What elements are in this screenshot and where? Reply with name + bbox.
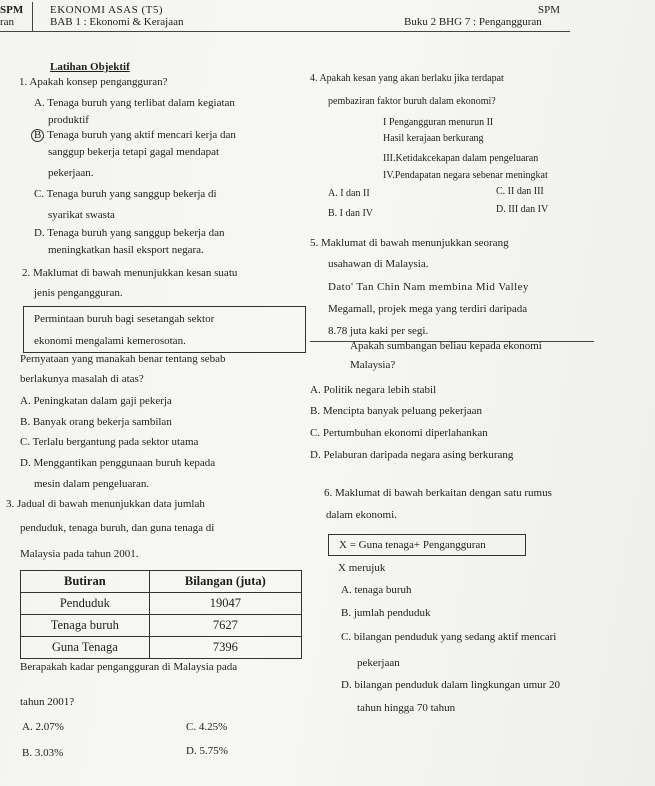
table-header-row: [21, 571, 302, 593]
q1-option-b-letter: B: [34, 129, 42, 141]
table-header-butiran: Butiran: [21, 571, 150, 593]
q6-stem-cont: dalam ekonomi.: [326, 509, 397, 521]
q4-statement-i: I Pengangguran menurun II: [383, 117, 494, 128]
q1-option-b-cont1: sanggup bekerja tetapi gagal mendapat: [48, 146, 220, 158]
q5-box-line3: 8.78 juta kaki per segi.: [328, 325, 429, 337]
q4-stem: 4. Apakah kesan yang akan berlaku jika terdapat: [310, 73, 504, 84]
table-cell-label: Penduduk: [21, 593, 150, 615]
table-cell-label: Guna Tenaga: [21, 637, 150, 659]
header-book: Buku 2 BHG 7 : Pengangguran: [404, 16, 542, 28]
q2-option-c: C. Terlalu bergantung pada sektor utama: [20, 436, 199, 448]
q3-stem-cont2: Malaysia pada tahun 2001.: [20, 548, 139, 560]
q5-box-line2: Megamall, projek mega yang terdiri daripada: [328, 303, 528, 315]
q6-stem: 6. Maklumat di bawah berkaitan dengan satu rumus: [324, 487, 552, 499]
q3-option-a: A. 2.07%: [22, 721, 64, 733]
q5-question-cont: Malaysia?: [350, 359, 396, 371]
header-chapter: BAB 1 : Ekonomi & Kerajaan: [50, 16, 184, 28]
table-row: [21, 615, 302, 637]
q4-stem-cont: pembaziran faktor buruh dalam ekonomi?: [328, 96, 496, 107]
header-rule: [0, 31, 570, 32]
q3-question: Berapakah kadar pengangguran di Malaysia pada: [20, 661, 238, 673]
q5-stem-cont: usahawan di Malaysia.: [328, 258, 429, 270]
table-row: [21, 593, 302, 615]
q2-stem-cont: jenis pengangguran.: [34, 287, 123, 299]
header-spm-right: SPM: [538, 4, 561, 16]
q1-option-d-cont: meningkatkan hasil eksport negara.: [48, 244, 204, 256]
q2-option-d: D. Menggantikan penggunaan buruh kepada: [20, 457, 216, 469]
q2-question-cont: berlakunya masalah di atas?: [20, 373, 144, 385]
q3-stem-cont1: penduduk, tenaga buruh, dan guna tenaga di: [20, 522, 215, 534]
q3-option-c: C. 4.25%: [186, 721, 228, 733]
q5-question: Apakah sumbangan beliau kepada ekonomi: [350, 340, 542, 352]
q6-option-d-cont: tahun hingga 70 tahun: [357, 702, 456, 714]
q2-box-line1: Permintaan buruh bagi sesetangah sektor: [34, 313, 215, 325]
q6-option-c-cont: pekerjaan: [357, 657, 400, 669]
q2-box-line2: ekonomi mengalami kemerosotan.: [34, 335, 186, 347]
q2-question: Pernyataan yang manakah benar tentang sebab: [20, 353, 226, 365]
q6-option-b: B. jumlah penduduk: [341, 607, 431, 619]
table-cell-value: 7396: [149, 637, 301, 659]
q3-option-b: B. 3.03%: [22, 747, 64, 759]
q5-stem: 5. Maklumat di bawah menunjukkan seorang: [310, 237, 509, 249]
header-edge-text: ran: [0, 16, 15, 28]
q2-option-b: B. Banyak orang bekerja sambilan: [20, 416, 172, 428]
q6-option-a: A. tenaga buruh: [341, 584, 412, 596]
q4-statement-ii: Hasil kerajaan berkurang: [383, 133, 484, 144]
q3-stem: 3. Jadual di bawah menunjukkan data jumlah: [6, 498, 205, 510]
q5-option-c: C. Pertumbuhan ekonomi diperlahankan: [310, 427, 488, 439]
q1-option-d: D. Tenaga buruh yang sanggup bekerja dan: [34, 227, 225, 239]
q1-option-a: A. Tenaga buruh yang terlibat dalam kegiatan: [34, 97, 235, 109]
q3-option-d: D. 5.75%: [186, 745, 228, 757]
q1-option-a-cont: produktif: [48, 114, 89, 126]
q3-question-cont: tahun 2001?: [20, 696, 75, 708]
header-spm-left: SPM: [0, 4, 24, 16]
q2-option-a: A. Peningkatan dalam gaji pekerja: [20, 395, 172, 407]
q1-option-b-cont2: pekerjaan.: [48, 167, 94, 179]
q1-option-c: C. Tenaga buruh yang sanggup bekerja di: [34, 188, 217, 200]
q4-statement-iv: IV.Pendapatan negara sebenar meningkat: [383, 170, 548, 181]
q6-option-d: D. bilangan penduduk dalam lingkungan umur 20: [341, 679, 561, 691]
q1-stem: 1. Apakah konsep pengangguran?: [19, 76, 168, 88]
q4-option-a: A. I dan II: [328, 188, 370, 199]
section-title: Latihan Objektif: [50, 61, 130, 73]
q5-option-d: D. Pelaburan daripada negara asing berkurang: [310, 449, 514, 461]
q5-option-b: B. Mencipta banyak peluang pekerjaan: [310, 405, 482, 417]
q4-option-b: B. I dan IV: [328, 208, 373, 219]
table-header-bilangan: Bilangan (juta): [149, 571, 301, 593]
q3-data-table: [20, 570, 302, 659]
q4-option-c: C. II dan III: [496, 186, 544, 197]
q2-stem: 2. Maklumat di bawah menunjukkan kesan suatu: [22, 267, 238, 279]
table-cell-label: Tenaga buruh: [21, 615, 150, 637]
q2-option-d-cont: mesin dalam pengeluaran.: [34, 478, 150, 490]
q1-option-c-cont: syarikat swasta: [48, 209, 115, 221]
table-row: [21, 637, 302, 659]
q5-option-a: A. Politik negara lebih stabil: [310, 384, 437, 396]
table-cell-value: 7627: [149, 615, 301, 637]
table-cell-value: 19047: [149, 593, 301, 615]
q4-statement-iii: III.Ketidakcekapan dalam pengeluaran: [383, 153, 539, 164]
header-subject: EKONOMI ASAS (T5): [50, 4, 163, 16]
header-divider: [32, 2, 33, 32]
q6-question: X merujuk: [338, 562, 386, 574]
q4-option-d: D. III dan IV: [496, 204, 549, 215]
q5-box-line1: Dato' Tan Chin Nam membina Mid Valley: [328, 281, 529, 293]
q1-option-b: . Tenaga buruh yang aktif mencari kerja dan: [42, 129, 236, 141]
q6-option-c: C. bilangan penduduk yang sedang aktif mencari: [341, 631, 557, 643]
q6-formula: X = Guna tenaga+ Pengangguran: [339, 539, 486, 551]
